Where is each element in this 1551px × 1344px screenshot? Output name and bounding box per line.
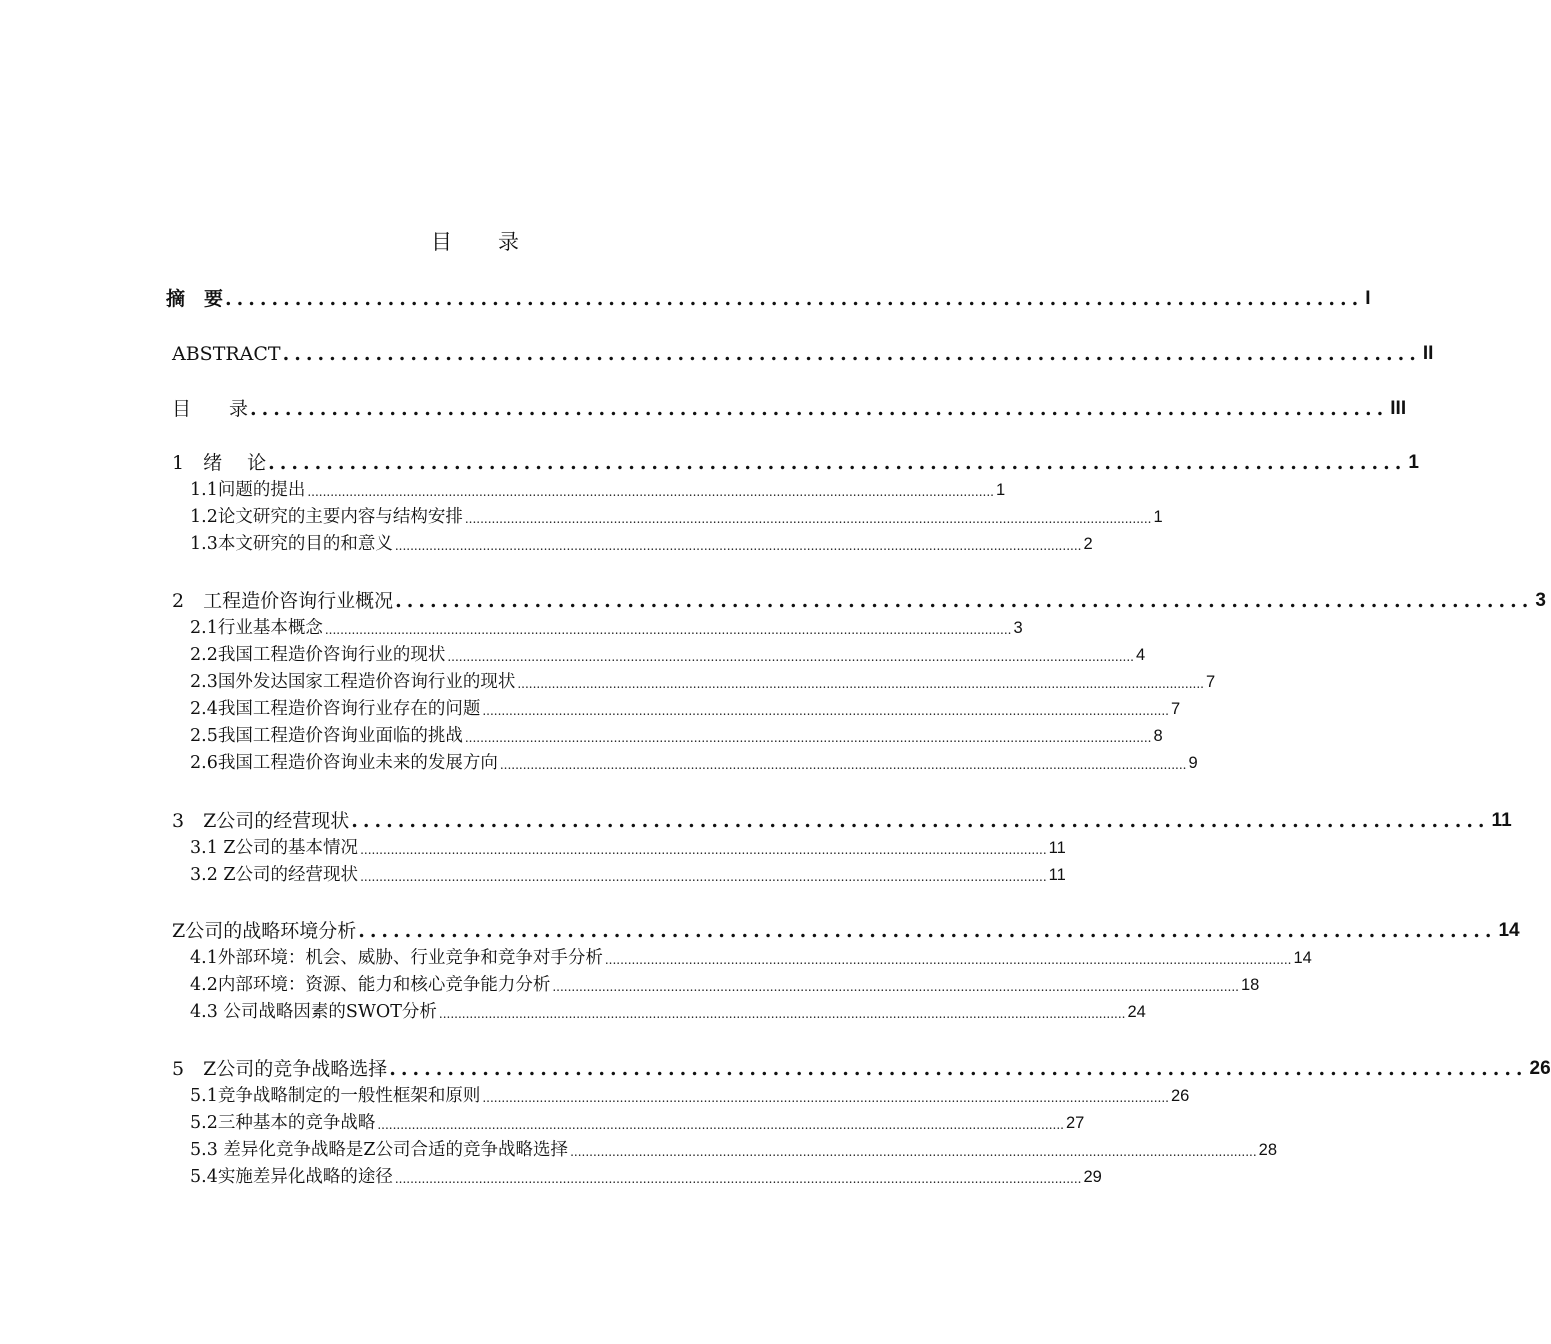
toc-entry-label: 3.2 Z公司的经营现状 — [190, 865, 359, 885]
toc-entry-label: 5.3 差异化竞争战略是Z公司合适的竞争战略选择 — [190, 1140, 569, 1160]
toc-entry-section-2-4[interactable] — [0, 692, 1181, 720]
toc-entry-label: 2.3国外发达国家工程造价咨询行业的现状 — [190, 672, 516, 692]
toc-entry-label: 2.2我国工程造价咨询行业的现状 — [190, 645, 446, 665]
toc-leader: .................................................................................................................................................................................... — [552, 980, 1239, 994]
toc-leader: .................................................................................................................................................................................... — [482, 704, 1169, 718]
toc-entry-page: 11 — [1491, 810, 1512, 831]
toc-entry-section-5-2[interactable] — [0, 1106, 1085, 1134]
toc-entry-label: 2.5我国工程造价咨询业面临的挑战 — [190, 726, 463, 746]
toc-entry-section-1-1[interactable] — [0, 473, 1006, 501]
toc-leader: .................................................................................................. — [282, 343, 1421, 365]
toc-entry-label: 目 录 — [172, 398, 249, 420]
toc-entry-abstract-cn[interactable] — [0, 282, 1371, 310]
toc-leader: .................................................................................................................................................................................... — [499, 758, 1187, 772]
toc-entry-page: 14 — [1293, 949, 1312, 967]
toc-leader: .................................................................................................................................................................................... — [604, 953, 1292, 967]
toc-entry-page: 26 — [1529, 1058, 1551, 1079]
toc-entry-label: 5.2三种基本的竞争战略 — [190, 1113, 376, 1133]
toc-entry-section-3-1[interactable] — [0, 831, 1066, 859]
toc-entry-page: 1 — [1153, 508, 1163, 526]
toc-entry-contents[interactable] — [0, 392, 1407, 420]
toc-entry-page: 8 — [1153, 727, 1163, 745]
toc-entry-section-5-3[interactable] — [0, 1133, 1278, 1161]
toc-entry-page: 27 — [1065, 1114, 1085, 1132]
page-title-part-2: 录 — [498, 230, 519, 254]
toc-entry-section-4-3[interactable] — [0, 995, 1146, 1023]
toc-entry-page: 4 — [1135, 646, 1146, 664]
toc-entry-label: 4.2内部环境：资源、能力和核心竞争能力分析 — [190, 975, 551, 995]
toc-entry-label: 5.1竞争战略制定的一般性框架和原则 — [190, 1086, 481, 1106]
toc-entry-page: 28 — [1258, 1141, 1278, 1159]
toc-entry-section-4-2[interactable] — [0, 968, 1260, 996]
toc-leader: .................................................................................................................................................................................... — [464, 731, 1152, 745]
toc-entry-label: 5 Z公司的竞争战略选择 — [172, 1058, 388, 1080]
toc-entry-page: 7 — [1170, 700, 1181, 718]
toc-entry-label: 1.3本文研究的目的和意义 — [190, 534, 393, 554]
toc-leader: .................................................................................................................................................................................... — [482, 1091, 1169, 1105]
toc-leader: .................................................................................................................................................................................... — [438, 1007, 1126, 1021]
toc-entry-page: 11 — [1048, 866, 1066, 884]
page-title-part-1: 目 — [431, 230, 452, 254]
toc-entry-section-1-3[interactable] — [0, 527, 1093, 555]
toc-entry-label: 1 绪 论 — [172, 452, 267, 474]
toc-entry-label: 4.1外部环境：机会、威胁、行业竞争和竞争对手分析 — [190, 948, 603, 968]
toc-entry-page: 3 — [1013, 619, 1023, 637]
toc-leader: .................................................................................................. — [268, 452, 1407, 474]
toc-entry-page: 14 — [1498, 920, 1520, 941]
toc-leader: .................................................................................................. — [250, 398, 1389, 420]
toc-entry-label: 5.4实施差异化战略的途径 — [190, 1167, 393, 1187]
toc-leader: .................................................................................................................................................................................... — [394, 1172, 1082, 1186]
toc-entry-label: 2.4我国工程造价咨询行业存在的问题 — [190, 699, 481, 719]
toc-entry-page: 9 — [1188, 754, 1198, 772]
toc-entry-section-2-5[interactable] — [0, 719, 1163, 747]
toc-entry-label: 1.1问题的提出 — [190, 480, 306, 500]
toc-entry-chapter-4[interactable] — [0, 914, 1520, 942]
toc-entry-label: 摘 要 — [166, 288, 224, 310]
toc-leader: .................................................................................................................................................................................... — [464, 512, 1152, 526]
toc-leader: .................................................................................................................................................................................... — [307, 485, 994, 499]
toc-leader: .................................................................................................. — [389, 1058, 1528, 1080]
toc-leader: .................................................................................................................................................................................... — [517, 677, 1204, 691]
toc-entry-label: 2.6我国工程造价咨询业未来的发展方向 — [190, 753, 498, 773]
toc-leader: .................................................................................................................................................................................... — [360, 870, 1047, 884]
toc-entry-page: I — [1365, 288, 1371, 309]
toc-entry-page: 24 — [1127, 1003, 1146, 1021]
toc-entry-page: II — [1422, 343, 1434, 364]
toc-entry-page: 18 — [1240, 976, 1260, 994]
toc-leader: .................................................................................................. — [395, 590, 1534, 612]
toc-entry-page: 3 — [1535, 590, 1546, 611]
toc-entry-page: 26 — [1170, 1087, 1190, 1105]
toc-entry-section-2-3[interactable] — [0, 665, 1216, 693]
toc-entry-page: 11 — [1048, 839, 1066, 857]
toc-entry-section-2-1[interactable] — [0, 611, 1023, 639]
toc-entry-chapter-5[interactable] — [0, 1052, 1551, 1080]
toc-entry-label: 1.2论文研究的主要内容与结构安排 — [190, 507, 463, 527]
toc-entry-label: Z公司的战略环境分析 — [172, 920, 357, 942]
toc-entry-page: 1 — [1408, 452, 1419, 473]
toc-entry-label: 2.1行业基本概念 — [190, 618, 323, 638]
toc-entry-chapter-3[interactable] — [0, 804, 1512, 832]
toc-entry-page: III — [1390, 398, 1407, 419]
toc-entry-section-3-2[interactable] — [0, 858, 1066, 886]
toc-entry-chapter-2[interactable] — [0, 584, 1546, 612]
toc-leader: .................................................................................................. — [351, 810, 1490, 832]
toc-leader: .................................................................................................................................................................................... — [360, 843, 1047, 857]
toc-entry-page: 1 — [995, 481, 1006, 499]
toc-entry-label: 4.3 公司战略因素的SWOT分析 — [190, 1002, 437, 1022]
toc-leader: .................................................................................................. — [225, 288, 1364, 310]
toc-entry-label: 2 工程造价咨询行业概况 — [172, 590, 394, 612]
toc-entry-page: 2 — [1083, 535, 1093, 553]
toc-entry-section-2-2[interactable] — [0, 638, 1146, 666]
toc-entry-abstract-en[interactable] — [0, 337, 1434, 365]
toc-entry-page: 7 — [1205, 673, 1216, 691]
toc-leader: .................................................................................................................................................................................... — [447, 650, 1134, 664]
toc-entry-label: 3 Z公司的经营现状 — [172, 810, 350, 832]
toc-entry-section-5-4[interactable] — [0, 1160, 1102, 1188]
toc-entry-label: ABSTRACT — [172, 343, 281, 365]
toc-leader: .................................................................................................................................................................................... — [570, 1145, 1257, 1159]
toc-entry-page: 29 — [1083, 1168, 1102, 1186]
toc-leader: .................................................................................................................................................................................... — [377, 1118, 1064, 1132]
toc-leader: .................................................................................................. — [358, 920, 1497, 942]
toc-entry-section-2-6[interactable] — [0, 746, 1198, 774]
toc-entry-label: 3.1 Z公司的基本情况 — [190, 838, 359, 858]
toc-entry-section-5-1[interactable] — [0, 1079, 1190, 1107]
toc-leader: .................................................................................................................................................................................... — [394, 539, 1082, 553]
toc-entry-chapter-1[interactable] — [0, 446, 1419, 474]
toc-leader: .................................................................................................................................................................................... — [324, 623, 1012, 637]
page-title — [0, 228, 950, 256]
toc-entry-section-4-1[interactable] — [0, 941, 1312, 969]
toc-entry-section-1-2[interactable] — [0, 500, 1163, 528]
